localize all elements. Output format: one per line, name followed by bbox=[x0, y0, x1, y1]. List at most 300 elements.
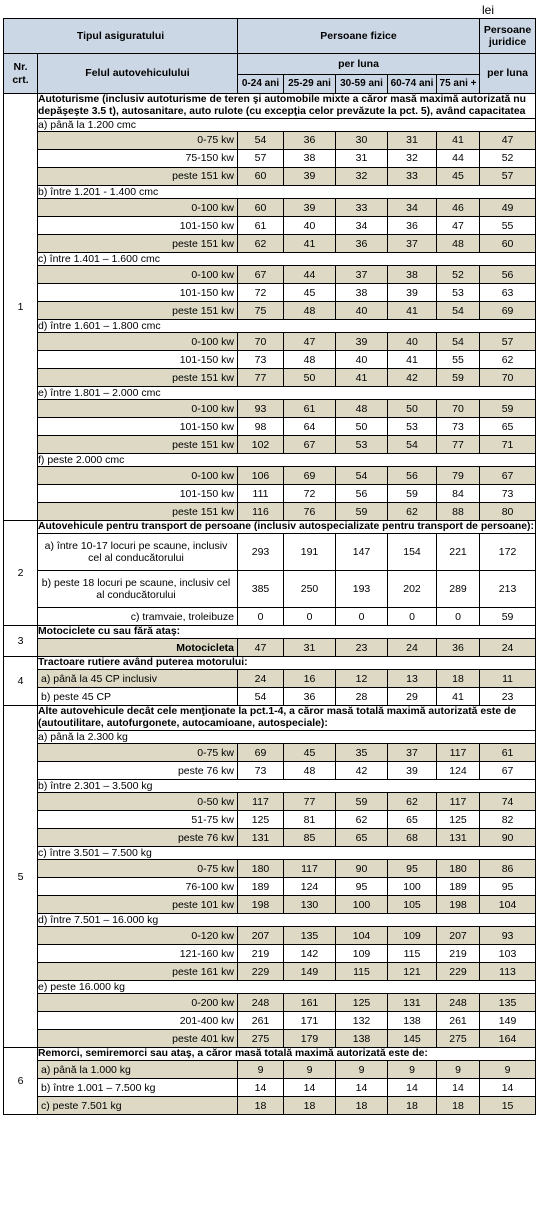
value-cell: 125 bbox=[437, 811, 480, 829]
value-cell: 41 bbox=[437, 131, 480, 149]
value-cell: 40 bbox=[336, 302, 388, 320]
header-vehicle-type: Felul autovehiculului bbox=[38, 54, 238, 94]
value-cell: 36 bbox=[284, 688, 336, 706]
value-cell: 59 bbox=[336, 503, 388, 521]
row-label: 101-150 kw bbox=[38, 485, 238, 503]
value-cell: 41 bbox=[336, 369, 388, 387]
value-cell: 44 bbox=[437, 149, 480, 167]
value-cell: 18 bbox=[388, 1097, 437, 1115]
header-type-insured: Tipul asiguratului bbox=[4, 19, 238, 54]
table-row bbox=[4, 302, 536, 320]
value-cell: 30 bbox=[336, 131, 388, 149]
value-cell: 98 bbox=[238, 418, 284, 436]
value-cell: 82 bbox=[480, 811, 536, 829]
value-cell: 34 bbox=[336, 217, 388, 235]
section-title: Alte autovehicule decât cele menţionate la pct.1-4, a căror masă totală maximă autorizată este de (autoutilitare, autofurgonete, autocamioane, autospeciale): bbox=[38, 706, 536, 731]
value-cell: 95 bbox=[336, 878, 388, 896]
value-cell: 154 bbox=[388, 534, 437, 571]
value-cell: 261 bbox=[437, 1012, 480, 1030]
value-cell: 0 bbox=[336, 608, 388, 626]
value-cell: 48 bbox=[284, 762, 336, 780]
value-cell: 38 bbox=[284, 149, 336, 167]
table-row bbox=[4, 485, 536, 503]
row-label: 101-150 kw bbox=[38, 351, 238, 369]
value-cell: 41 bbox=[388, 351, 437, 369]
row-label: 201-400 kw bbox=[38, 1012, 238, 1030]
value-cell: 70 bbox=[480, 369, 536, 387]
value-cell: 14 bbox=[437, 1079, 480, 1097]
header-per-month-legal: per luna bbox=[480, 54, 536, 94]
value-cell: 53 bbox=[336, 436, 388, 454]
row-label: 76-100 kw bbox=[38, 878, 238, 896]
value-cell: 59 bbox=[480, 608, 536, 626]
subgroup-label: b) între 2.301 – 3.500 kg bbox=[38, 780, 536, 793]
value-cell: 117 bbox=[284, 860, 336, 878]
row-label: 0-100 kw bbox=[38, 199, 238, 217]
row-label: a) până la 1.000 kg bbox=[38, 1061, 238, 1079]
value-cell: 88 bbox=[437, 503, 480, 521]
value-cell: 16 bbox=[284, 670, 336, 688]
row-label: 0-120 kw bbox=[38, 927, 238, 945]
table-row bbox=[4, 400, 536, 418]
value-cell: 100 bbox=[336, 896, 388, 914]
value-cell: 124 bbox=[284, 878, 336, 896]
value-cell: 14 bbox=[336, 1079, 388, 1097]
value-cell: 36 bbox=[284, 131, 336, 149]
table-row bbox=[4, 762, 536, 780]
header-legal-entities: Persoane juridice bbox=[480, 19, 536, 54]
value-cell: 49 bbox=[480, 199, 536, 217]
value-cell: 149 bbox=[284, 963, 336, 981]
value-cell: 80 bbox=[480, 503, 536, 521]
value-cell: 28 bbox=[336, 688, 388, 706]
value-cell: 61 bbox=[238, 217, 284, 235]
value-cell: 72 bbox=[238, 284, 284, 302]
value-cell: 64 bbox=[284, 418, 336, 436]
table-row bbox=[4, 1061, 536, 1079]
row-label: b) peste 18 locuri pe scaune, inclusiv cel al conducătorului bbox=[38, 571, 238, 608]
table-row bbox=[4, 284, 536, 302]
header-individuals: Persoane fizice bbox=[238, 19, 480, 54]
table-row bbox=[4, 333, 536, 351]
value-cell: 24 bbox=[480, 639, 536, 657]
value-cell: 117 bbox=[437, 793, 480, 811]
value-cell: 115 bbox=[336, 963, 388, 981]
value-cell: 219 bbox=[238, 945, 284, 963]
row-label: b) între 1.001 – 7.500 kg bbox=[38, 1079, 238, 1097]
row-label: 0-200 kw bbox=[38, 994, 238, 1012]
subgroup-row bbox=[4, 914, 536, 927]
value-cell: 14 bbox=[480, 1079, 536, 1097]
value-cell: 52 bbox=[437, 266, 480, 284]
value-cell: 9 bbox=[238, 1061, 284, 1079]
value-cell: 250 bbox=[284, 571, 336, 608]
row-label: peste 161 kw bbox=[38, 963, 238, 981]
value-cell: 12 bbox=[336, 670, 388, 688]
value-cell: 0 bbox=[437, 608, 480, 626]
subgroup-row bbox=[4, 320, 536, 333]
table-row bbox=[4, 639, 536, 657]
table-row bbox=[4, 534, 536, 571]
value-cell: 65 bbox=[388, 811, 437, 829]
table-row bbox=[4, 608, 536, 626]
value-cell: 142 bbox=[284, 945, 336, 963]
value-cell: 69 bbox=[284, 467, 336, 485]
value-cell: 191 bbox=[284, 534, 336, 571]
row-label: peste 151 kw bbox=[38, 302, 238, 320]
value-cell: 180 bbox=[437, 860, 480, 878]
value-cell: 36 bbox=[437, 639, 480, 657]
table-row bbox=[4, 994, 536, 1012]
value-cell: 31 bbox=[388, 131, 437, 149]
value-cell: 62 bbox=[480, 351, 536, 369]
value-cell: 0 bbox=[284, 608, 336, 626]
subgroup-label: f) peste 2.000 cmc bbox=[38, 454, 536, 467]
table-row bbox=[4, 811, 536, 829]
value-cell: 47 bbox=[480, 131, 536, 149]
row-label: c) tramvaie, troleibuze bbox=[38, 608, 238, 626]
value-cell: 180 bbox=[238, 860, 284, 878]
value-cell: 130 bbox=[284, 896, 336, 914]
value-cell: 68 bbox=[388, 829, 437, 847]
value-cell: 106 bbox=[238, 467, 284, 485]
value-cell: 36 bbox=[336, 235, 388, 253]
value-cell: 70 bbox=[437, 400, 480, 418]
value-cell: 73 bbox=[238, 762, 284, 780]
value-cell: 207 bbox=[238, 927, 284, 945]
value-cell: 385 bbox=[238, 571, 284, 608]
section-title-row bbox=[4, 706, 536, 731]
row-label: a) până la 45 CP inclusiv bbox=[38, 670, 238, 688]
value-cell: 213 bbox=[480, 571, 536, 608]
table-row bbox=[4, 369, 536, 387]
value-cell: 44 bbox=[284, 266, 336, 284]
value-cell: 103 bbox=[480, 945, 536, 963]
value-cell: 38 bbox=[336, 284, 388, 302]
value-cell: 41 bbox=[437, 688, 480, 706]
value-cell: 14 bbox=[238, 1079, 284, 1097]
row-label: a) între 10-17 locuri pe scaune, inclusiv cel al conducătorului bbox=[38, 534, 238, 571]
table-row bbox=[4, 1012, 536, 1030]
section-title: Remorci, semiremorci sau ataş, a căror masă totală maximă autorizată este de: bbox=[38, 1048, 536, 1061]
value-cell: 229 bbox=[437, 963, 480, 981]
header-nr-crt: Nr. crt. bbox=[4, 54, 38, 94]
value-cell: 31 bbox=[336, 149, 388, 167]
value-cell: 15 bbox=[480, 1097, 536, 1115]
value-cell: 71 bbox=[480, 436, 536, 454]
section-title-row bbox=[4, 1048, 536, 1061]
value-cell: 125 bbox=[336, 994, 388, 1012]
section-number: 5 bbox=[4, 706, 38, 1048]
value-cell: 79 bbox=[437, 467, 480, 485]
value-cell: 100 bbox=[388, 878, 437, 896]
subgroup-row bbox=[4, 454, 536, 467]
value-cell: 33 bbox=[336, 199, 388, 217]
value-cell: 189 bbox=[238, 878, 284, 896]
value-cell: 138 bbox=[388, 1012, 437, 1030]
value-cell: 76 bbox=[284, 503, 336, 521]
row-label: peste 151 kw bbox=[38, 369, 238, 387]
value-cell: 53 bbox=[388, 418, 437, 436]
value-cell: 14 bbox=[388, 1079, 437, 1097]
value-cell: 45 bbox=[284, 744, 336, 762]
value-cell: 113 bbox=[480, 963, 536, 981]
table-row bbox=[4, 860, 536, 878]
value-cell: 39 bbox=[336, 333, 388, 351]
value-cell: 109 bbox=[388, 927, 437, 945]
value-cell: 48 bbox=[284, 302, 336, 320]
value-cell: 73 bbox=[437, 418, 480, 436]
value-cell: 48 bbox=[437, 235, 480, 253]
value-cell: 62 bbox=[238, 235, 284, 253]
value-cell: 135 bbox=[480, 994, 536, 1012]
row-label: c) peste 7.501 kg bbox=[38, 1097, 238, 1115]
value-cell: 13 bbox=[388, 670, 437, 688]
row-label: peste 151 kw bbox=[38, 436, 238, 454]
row-label: peste 401 kw bbox=[38, 1030, 238, 1048]
value-cell: 121 bbox=[388, 963, 437, 981]
value-cell: 40 bbox=[388, 333, 437, 351]
value-cell: 63 bbox=[480, 284, 536, 302]
row-label: peste 151 kw bbox=[38, 235, 238, 253]
value-cell: 147 bbox=[336, 534, 388, 571]
value-cell: 67 bbox=[238, 266, 284, 284]
subgroup-label: a) până la 2.300 kg bbox=[38, 731, 536, 744]
value-cell: 131 bbox=[437, 829, 480, 847]
value-cell: 131 bbox=[238, 829, 284, 847]
value-cell: 9 bbox=[388, 1061, 437, 1079]
value-cell: 38 bbox=[388, 266, 437, 284]
header-age-group: 0-24 ani bbox=[238, 75, 284, 94]
value-cell: 145 bbox=[388, 1030, 437, 1048]
table-row bbox=[4, 829, 536, 847]
row-label: 0-75 kw bbox=[38, 131, 238, 149]
value-cell: 35 bbox=[336, 744, 388, 762]
value-cell: 73 bbox=[238, 351, 284, 369]
value-cell: 18 bbox=[437, 1097, 480, 1115]
value-cell: 0 bbox=[238, 608, 284, 626]
value-cell: 117 bbox=[437, 744, 480, 762]
table-row bbox=[4, 963, 536, 981]
table-row bbox=[4, 418, 536, 436]
value-cell: 50 bbox=[284, 369, 336, 387]
value-cell: 74 bbox=[480, 793, 536, 811]
value-cell: 179 bbox=[284, 1030, 336, 1048]
row-label: 51-75 kw bbox=[38, 811, 238, 829]
value-cell: 46 bbox=[437, 199, 480, 217]
header-age-group: 75 ani + bbox=[437, 75, 480, 94]
subgroup-row bbox=[4, 981, 536, 994]
value-cell: 0 bbox=[388, 608, 437, 626]
section-title: Autoturisme (inclusiv autoturisme de teren şi automobile mixte a căror masă maximă autorizată nu depăşeşte 3.5 t), autosanitare, auto rulote (cu excepţia celor prevăzute la pct. 5), având capacitatea bbox=[38, 94, 536, 119]
section-title-row bbox=[4, 657, 536, 670]
value-cell: 42 bbox=[336, 762, 388, 780]
value-cell: 61 bbox=[284, 400, 336, 418]
value-cell: 261 bbox=[238, 1012, 284, 1030]
row-label: Motocicleta bbox=[38, 639, 238, 657]
table-row bbox=[4, 896, 536, 914]
value-cell: 59 bbox=[480, 400, 536, 418]
section-title: Tractoare rutiere având puterea motorului: bbox=[38, 657, 536, 670]
value-cell: 90 bbox=[480, 829, 536, 847]
value-cell: 115 bbox=[388, 945, 437, 963]
value-cell: 60 bbox=[238, 199, 284, 217]
subgroup-label: d) între 7.501 – 16.000 kg bbox=[38, 914, 536, 927]
value-cell: 56 bbox=[336, 485, 388, 503]
value-cell: 45 bbox=[284, 284, 336, 302]
value-cell: 55 bbox=[437, 351, 480, 369]
value-cell: 54 bbox=[238, 688, 284, 706]
value-cell: 41 bbox=[388, 302, 437, 320]
subgroup-row bbox=[4, 185, 536, 198]
subgroup-row bbox=[4, 847, 536, 860]
value-cell: 39 bbox=[284, 199, 336, 217]
value-cell: 54 bbox=[388, 436, 437, 454]
value-cell: 62 bbox=[336, 811, 388, 829]
value-cell: 109 bbox=[336, 945, 388, 963]
table-row bbox=[4, 217, 536, 235]
value-cell: 39 bbox=[284, 167, 336, 185]
row-label: 0-75 kw bbox=[38, 860, 238, 878]
value-cell: 41 bbox=[284, 235, 336, 253]
row-label: 121-160 kw bbox=[38, 945, 238, 963]
premium-table bbox=[3, 18, 536, 1115]
value-cell: 95 bbox=[480, 878, 536, 896]
row-label: 101-150 kw bbox=[38, 418, 238, 436]
value-cell: 229 bbox=[238, 963, 284, 981]
row-label: 0-100 kw bbox=[38, 400, 238, 418]
subgroup-label: a) până la 1.200 cmc bbox=[38, 118, 536, 131]
value-cell: 65 bbox=[336, 829, 388, 847]
value-cell: 31 bbox=[284, 639, 336, 657]
value-cell: 90 bbox=[336, 860, 388, 878]
header-age-group: 60-74 ani bbox=[388, 75, 437, 94]
value-cell: 60 bbox=[480, 235, 536, 253]
table-row bbox=[4, 670, 536, 688]
value-cell: 102 bbox=[238, 436, 284, 454]
subgroup-row bbox=[4, 731, 536, 744]
subgroup-label: d) între 1.601 – 1.800 cmc bbox=[38, 320, 536, 333]
value-cell: 47 bbox=[238, 639, 284, 657]
value-cell: 161 bbox=[284, 994, 336, 1012]
currency-unit-label: lei bbox=[482, 3, 495, 17]
value-cell: 11 bbox=[480, 670, 536, 688]
header-per-month: per luna bbox=[238, 54, 480, 75]
value-cell: 9 bbox=[480, 1061, 536, 1079]
section-title: Motociclete cu sau fără ataş: bbox=[38, 626, 536, 639]
table-row bbox=[4, 167, 536, 185]
section-title-row bbox=[4, 521, 536, 534]
table-row bbox=[4, 878, 536, 896]
section-title: Autovehicule pentru transport de persoane (inclusiv autospecializate pentru transport de persoane): bbox=[38, 521, 534, 533]
value-cell: 75 bbox=[238, 302, 284, 320]
value-cell: 93 bbox=[238, 400, 284, 418]
value-cell: 18 bbox=[238, 1097, 284, 1115]
value-cell: 9 bbox=[284, 1061, 336, 1079]
row-label: 75-150 kw bbox=[38, 149, 238, 167]
value-cell: 289 bbox=[437, 571, 480, 608]
value-cell: 275 bbox=[437, 1030, 480, 1048]
value-cell: 59 bbox=[388, 485, 437, 503]
value-cell: 135 bbox=[284, 927, 336, 945]
value-cell: 67 bbox=[480, 762, 536, 780]
value-cell: 37 bbox=[388, 235, 437, 253]
value-cell: 57 bbox=[238, 149, 284, 167]
value-cell: 18 bbox=[336, 1097, 388, 1115]
value-cell: 81 bbox=[284, 811, 336, 829]
section-number: 1 bbox=[4, 94, 38, 521]
row-label: b) peste 45 CP bbox=[38, 688, 238, 706]
value-cell: 9 bbox=[336, 1061, 388, 1079]
value-cell: 202 bbox=[388, 571, 437, 608]
value-cell: 24 bbox=[238, 670, 284, 688]
value-cell: 124 bbox=[437, 762, 480, 780]
value-cell: 14 bbox=[284, 1079, 336, 1097]
value-cell: 164 bbox=[480, 1030, 536, 1048]
value-cell: 37 bbox=[388, 744, 437, 762]
header-age-group: 25-29 ani bbox=[284, 75, 336, 94]
subgroup-label: c) între 1.401 – 1.600 cmc bbox=[38, 253, 536, 266]
table-row bbox=[4, 351, 536, 369]
value-cell: 42 bbox=[388, 369, 437, 387]
value-cell: 69 bbox=[238, 744, 284, 762]
value-cell: 248 bbox=[437, 994, 480, 1012]
subgroup-label: e) peste 16.000 kg bbox=[38, 981, 536, 994]
value-cell: 138 bbox=[336, 1030, 388, 1048]
value-cell: 93 bbox=[480, 927, 536, 945]
value-cell: 54 bbox=[336, 467, 388, 485]
subgroup-row bbox=[4, 387, 536, 400]
value-cell: 52 bbox=[480, 149, 536, 167]
value-cell: 47 bbox=[437, 217, 480, 235]
value-cell: 34 bbox=[388, 199, 437, 217]
value-cell: 70 bbox=[238, 333, 284, 351]
value-cell: 65 bbox=[480, 418, 536, 436]
value-cell: 39 bbox=[388, 762, 437, 780]
value-cell: 131 bbox=[388, 994, 437, 1012]
value-cell: 86 bbox=[480, 860, 536, 878]
value-cell: 18 bbox=[284, 1097, 336, 1115]
section-number: 4 bbox=[4, 657, 38, 706]
value-cell: 18 bbox=[437, 670, 480, 688]
value-cell: 54 bbox=[437, 302, 480, 320]
value-cell: 48 bbox=[336, 400, 388, 418]
value-cell: 69 bbox=[480, 302, 536, 320]
section-number: 2 bbox=[4, 521, 38, 626]
section-number: 6 bbox=[4, 1048, 38, 1115]
value-cell: 50 bbox=[388, 400, 437, 418]
subgroup-label: c) între 3.501 – 7.500 kg bbox=[38, 847, 536, 860]
row-label: 0-50 kw bbox=[38, 793, 238, 811]
row-label: 101-150 kw bbox=[38, 284, 238, 302]
value-cell: 60 bbox=[238, 167, 284, 185]
value-cell: 85 bbox=[284, 829, 336, 847]
value-cell: 32 bbox=[388, 149, 437, 167]
value-cell: 132 bbox=[336, 1012, 388, 1030]
row-label: peste 76 kw bbox=[38, 829, 238, 847]
table-row bbox=[4, 744, 536, 762]
value-cell: 275 bbox=[238, 1030, 284, 1048]
subgroup-row bbox=[4, 780, 536, 793]
subgroup-label: e) între 1.801 – 2.000 cmc bbox=[38, 387, 536, 400]
table-row bbox=[4, 927, 536, 945]
value-cell: 62 bbox=[388, 793, 437, 811]
table-row bbox=[4, 945, 536, 963]
table-row bbox=[4, 436, 536, 454]
table-row bbox=[4, 467, 536, 485]
value-cell: 32 bbox=[336, 167, 388, 185]
value-cell: 125 bbox=[238, 811, 284, 829]
